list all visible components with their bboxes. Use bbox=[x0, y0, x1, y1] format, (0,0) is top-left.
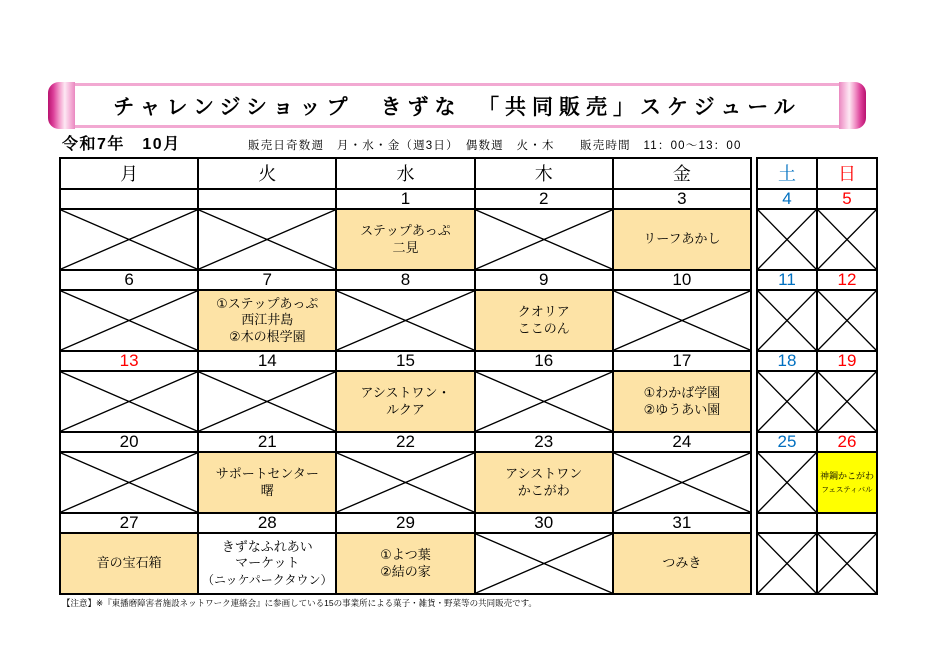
sale-shop-cell bbox=[337, 372, 473, 431]
closed-x-mark bbox=[61, 210, 197, 269]
shop-name-line: 曙 bbox=[260, 482, 274, 498]
closed-day-cell bbox=[818, 372, 876, 431]
shop-name-line: フェスティバル bbox=[821, 484, 873, 494]
shop-name-line: きずなふれあい bbox=[221, 538, 313, 554]
date-number: 27 bbox=[61, 514, 197, 532]
header-sun: 日 bbox=[818, 159, 876, 188]
header-sat: 土 bbox=[758, 159, 816, 188]
date-number: 13 bbox=[61, 352, 197, 370]
closed-x-mark bbox=[61, 291, 197, 350]
closed-x-mark bbox=[199, 372, 335, 431]
closed-day-cell bbox=[337, 453, 473, 512]
sale-shop-cell bbox=[614, 534, 750, 593]
date-number: 6 bbox=[61, 271, 197, 289]
shop-name-line: リーフあかし bbox=[643, 231, 721, 247]
date-number: 14 bbox=[199, 352, 335, 370]
closed-x-mark bbox=[758, 534, 816, 593]
closed-day-cell bbox=[758, 453, 816, 512]
closed-x-mark bbox=[476, 372, 612, 431]
shop-name-line: ここのん bbox=[517, 320, 570, 336]
shop-name-line: かこがわ bbox=[517, 482, 570, 498]
shop-name-line: ①よつ葉 bbox=[380, 547, 431, 562]
date-number: 30 bbox=[476, 514, 612, 532]
shop-name-line: アシストワン・ bbox=[360, 385, 451, 400]
footnote: 【注意】※『東播磨障害者施設ネットワーク連絡会』に参画している15の事業所による菓子・雑貨・野菜等の共同販売です。 bbox=[62, 598, 537, 608]
closed-x-mark bbox=[818, 372, 876, 431]
date-number: 28 bbox=[199, 514, 335, 532]
shop-name-line: （ニッケパークタウン） bbox=[202, 572, 333, 587]
date-number: 9 bbox=[476, 271, 612, 289]
weekday-calendar bbox=[59, 157, 752, 595]
closed-x-mark bbox=[758, 291, 816, 350]
shop-name-line: つみき bbox=[662, 555, 702, 571]
weekend-calendar bbox=[756, 157, 878, 595]
closed-x-mark bbox=[614, 453, 750, 512]
date-number bbox=[818, 514, 876, 532]
closed-x-mark bbox=[61, 453, 197, 512]
date-number: 18 bbox=[758, 352, 816, 370]
closed-x-mark bbox=[337, 453, 473, 512]
closed-day-cell bbox=[61, 372, 197, 431]
closed-day-cell bbox=[818, 534, 876, 593]
closed-x-mark bbox=[476, 534, 612, 593]
shop-name-line: ②木の根学園 bbox=[228, 328, 306, 344]
date-number: 21 bbox=[199, 433, 335, 451]
date-number: 7 bbox=[199, 271, 335, 289]
closed-day-cell bbox=[758, 291, 816, 350]
closed-day-cell bbox=[758, 372, 816, 431]
closed-x-mark bbox=[199, 210, 335, 269]
date-number: 31 bbox=[614, 514, 750, 532]
date-number: 26 bbox=[818, 433, 876, 451]
sale-shop-cell bbox=[337, 534, 473, 593]
banner-body bbox=[75, 83, 839, 128]
closed-x-mark bbox=[758, 210, 816, 269]
page-title: チャレンジショップ きずな 「共同販売」スケジュール bbox=[113, 95, 801, 119]
sale-shop-cell bbox=[614, 210, 750, 269]
closed-day-cell bbox=[199, 210, 335, 269]
shop-name-line: ②結の家 bbox=[380, 563, 431, 579]
shop-name-line: ②ゆうあい園 bbox=[643, 401, 721, 417]
date-number: 10 bbox=[614, 271, 750, 289]
shop-name-line: 二見 bbox=[392, 239, 419, 255]
date-number: 17 bbox=[614, 352, 750, 370]
date-number: 22 bbox=[337, 433, 473, 451]
closed-day-cell bbox=[199, 372, 335, 431]
shop-name-line: サポートセンター bbox=[215, 466, 319, 481]
shop-name-line: ①ステップあっぷ bbox=[216, 295, 319, 311]
sale-shop-cell bbox=[199, 291, 335, 350]
sale-shop-cell bbox=[199, 453, 335, 512]
date-number: 23 bbox=[476, 433, 612, 451]
shop-name-line: 音の宝石箱 bbox=[96, 555, 162, 571]
closed-x-mark bbox=[337, 291, 473, 350]
date-number: 29 bbox=[337, 514, 473, 532]
date-number: 19 bbox=[818, 352, 876, 370]
closed-x-mark bbox=[818, 291, 876, 350]
header-fri: 金 bbox=[614, 159, 750, 188]
sale-shop-cell bbox=[61, 534, 197, 593]
shop-name-line: アシストワン bbox=[505, 466, 583, 481]
date-number: 20 bbox=[61, 433, 197, 451]
closed-day-cell bbox=[818, 210, 876, 269]
sale-shop-cell bbox=[818, 453, 876, 512]
closed-day-cell bbox=[61, 453, 197, 512]
shop-name-line: 神鋼かこがわ bbox=[819, 470, 874, 481]
closed-x-mark bbox=[818, 210, 876, 269]
shop-name-line: 西江井島 bbox=[241, 312, 294, 328]
closed-day-cell bbox=[476, 534, 612, 593]
sale-shop-cell bbox=[337, 210, 473, 269]
date-number: 5 bbox=[818, 190, 876, 208]
shop-name-line: クオリア bbox=[517, 304, 570, 319]
date-number: 12 bbox=[818, 271, 876, 289]
date-number: 4 bbox=[758, 190, 816, 208]
closed-day-cell bbox=[758, 210, 816, 269]
header-wed: 水 bbox=[337, 159, 473, 188]
closed-x-mark bbox=[61, 372, 197, 431]
date-number: 2 bbox=[476, 190, 612, 208]
header-tue: 火 bbox=[199, 159, 335, 188]
sales-schedule-info: 販売日奇数週 月・水・金（週3日） 偶数週 火・木 販売時間 11：00～13：00 bbox=[248, 140, 742, 152]
shop-name-line: ステップあっぷ bbox=[360, 223, 451, 238]
sale-shop-cell bbox=[614, 372, 750, 431]
date-number: 24 bbox=[614, 433, 750, 451]
banner-right-scroll-end bbox=[839, 82, 866, 129]
shop-name-line: マーケット bbox=[235, 555, 300, 571]
closed-day-cell bbox=[61, 291, 197, 350]
closed-x-mark bbox=[758, 453, 816, 512]
sale-shop-cell bbox=[476, 291, 612, 350]
shop-name-line: ①わかば学園 bbox=[643, 385, 721, 400]
date-number bbox=[199, 190, 335, 208]
sale-shop-cell bbox=[199, 534, 335, 593]
sale-shop-cell bbox=[476, 453, 612, 512]
date-number: 16 bbox=[476, 352, 612, 370]
closed-x-mark bbox=[818, 534, 876, 593]
closed-day-cell bbox=[614, 291, 750, 350]
closed-x-mark bbox=[614, 291, 750, 350]
closed-day-cell bbox=[758, 534, 816, 593]
closed-day-cell bbox=[818, 291, 876, 350]
closed-day-cell bbox=[476, 210, 612, 269]
closed-day-cell bbox=[476, 372, 612, 431]
date-number: 15 bbox=[337, 352, 473, 370]
date-number: 25 bbox=[758, 433, 816, 451]
date-number: 8 bbox=[337, 271, 473, 289]
date-number: 1 bbox=[337, 190, 473, 208]
month-label: 令和7年 10月 bbox=[62, 136, 181, 153]
date-number bbox=[758, 514, 816, 532]
date-number: 11 bbox=[758, 271, 816, 289]
date-number bbox=[61, 190, 197, 208]
banner-left-scroll-end bbox=[48, 82, 75, 129]
closed-x-mark bbox=[758, 372, 816, 431]
shop-name-line: ルクア bbox=[386, 401, 425, 417]
closed-day-cell bbox=[337, 291, 473, 350]
closed-x-mark bbox=[476, 210, 612, 269]
closed-day-cell bbox=[614, 453, 750, 512]
date-number: 3 bbox=[614, 190, 750, 208]
closed-day-cell bbox=[61, 210, 197, 269]
title-banner bbox=[48, 82, 866, 129]
header-mon: 月 bbox=[61, 159, 197, 188]
header-thu: 木 bbox=[476, 159, 612, 188]
